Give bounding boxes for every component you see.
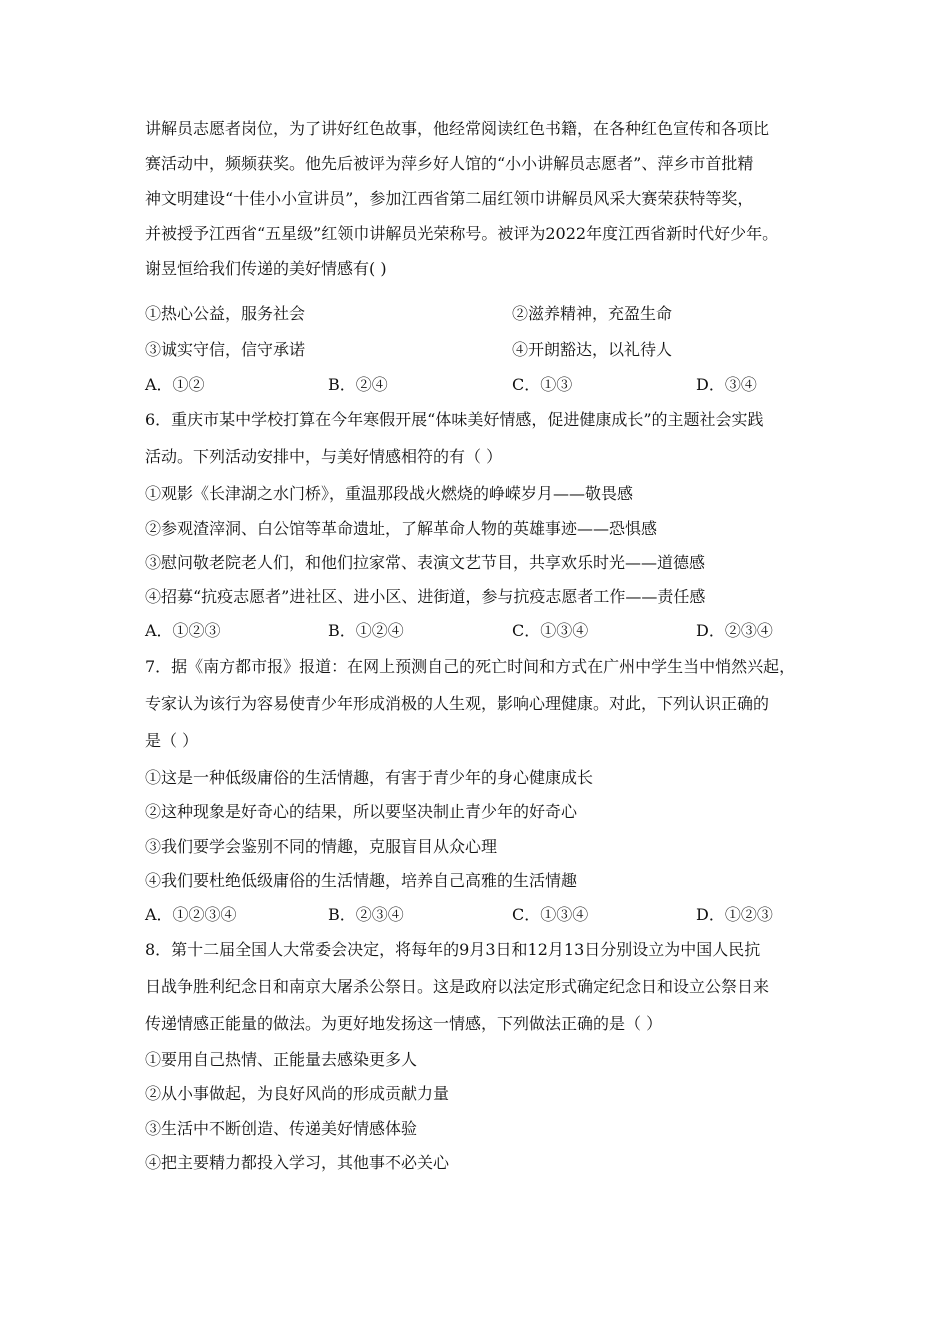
q7-text-line-2: 专家认为该行为容易使青少年形成消极的人生观，影响心理健康。对此，下列认识正确的 [145, 694, 770, 713]
q8-text-line-1: 8．第十二届全国人大常委会决定，将每年的9月3日和12月13日分别设立为中国人民抗 [145, 940, 761, 959]
q7-option-1: ①这是一种低级庸俗的生活情趣，有害于青少年的身心健康成长 [145, 768, 594, 787]
q6-choice-a: A．①②③ [145, 621, 221, 640]
q8-option-4: ④把主要精力都投入学习，其他事不必关心 [145, 1153, 450, 1172]
q8-option-3: ③生活中不断创造、传递美好情感体验 [145, 1119, 418, 1138]
q6-option-4: ④招募“抗疫志愿者”进社区、进小区、进街道，参与抗疫志愿者工作——责任感 [145, 587, 706, 606]
q6-option-3: ③慰问敬老院老人们，和他们拉家常、表演文艺节目，共享欢乐时光——道德感 [145, 553, 706, 572]
q5-option-1: ①热心公益，服务社会 [145, 304, 306, 323]
q6-option-2: ②参观渣滓洞、白公馆等革命遗址，了解革命人物的英雄事迹——恐惧感 [145, 519, 658, 538]
q5-text-line-1: 讲解员志愿者岗位，为了讲好红色故事，他经常阅读红色书籍，在各种红色宣传和各项比 [145, 119, 770, 138]
q8-option-1: ①要用自己热情、正能量去感染更多人 [145, 1050, 418, 1069]
q8-text-line-3: 传递情感正能量的做法。为更好地发扬这一情感，下列做法正确的是（ ） [145, 1014, 663, 1033]
q5-text-line-5: 谢昱恒给我们传递的美好情感有( ) [145, 259, 387, 278]
q7-option-3: ③我们要学会鉴别不同的情趣，克服盲目从众心理 [145, 837, 498, 856]
q5-option-3: ③诚实守信，信守承诺 [145, 340, 306, 359]
q7-option-4: ④我们要杜绝低级庸俗的生活情趣，培养自己高雅的生活情趣 [145, 871, 578, 890]
q5-choice-b: B．②④ [328, 375, 388, 394]
q5-text-line-4: 并被授予江西省“五星级”红领巾讲解员光荣称号。被评为2022年度江西省新时代好少年。 [145, 224, 779, 243]
q5-text-line-2: 赛活动中，频频获奖。他先后被评为萍乡好人馆的“小小讲解员志愿者”、萍乡市首批精 [145, 154, 754, 173]
q6-choice-c: C．①③④ [512, 621, 589, 640]
q6-text-line-1: 6．重庆市某中学校打算在今年寒假开展“体味美好情感，促进健康成长”的主题社会实践 [145, 410, 764, 429]
q5-option-4: ④开朗豁达，以礼待人 [512, 340, 673, 359]
q6-text-line-2: 活动。下列活动安排中，与美好情感相符的有（ ） [145, 447, 503, 466]
q6-choice-b: B．①②④ [328, 621, 404, 640]
q5-text-line-3: 神文明建设“十佳小小宣讲员”，参加江西省第二届红领巾讲解员风采大赛荣获特等奖， [145, 189, 754, 208]
q8-option-2: ②从小事做起，为良好风尚的形成贡献力量 [145, 1084, 450, 1103]
q7-choice-a: A．①②③④ [145, 905, 237, 924]
q5-choice-d: D．③④ [696, 375, 757, 394]
q7-choice-d: D．①②③ [696, 905, 773, 924]
q5-choice-c: C．①③ [512, 375, 573, 394]
q7-text-line-1: 7．据《南方都市报》报道：在网上预测自己的死亡时间和方式在广州中学生当中悄然兴起， [145, 657, 796, 676]
q8-text-line-2: 日战争胜利纪念日和南京大屠杀公祭日。这是政府以法定形式确定纪念日和设立公祭日来 [145, 977, 770, 996]
q5-option-2: ②滋养精神，充盈生命 [512, 304, 673, 323]
q7-choice-c: C．①③④ [512, 905, 589, 924]
q5-choice-a: A．①② [145, 375, 205, 394]
q6-option-1: ①观影《长津湖之水门桥》，重温那段战火燃烧的峥嵘岁月——敬畏感 [145, 484, 634, 503]
q7-text-line-3: 是（ ） [145, 731, 199, 750]
q7-option-2: ②这种现象是好奇心的结果，所以要坚决制止青少年的好奇心 [145, 802, 578, 821]
q6-choice-d: D．②③④ [696, 621, 773, 640]
q7-choice-b: B．②③④ [328, 905, 404, 924]
